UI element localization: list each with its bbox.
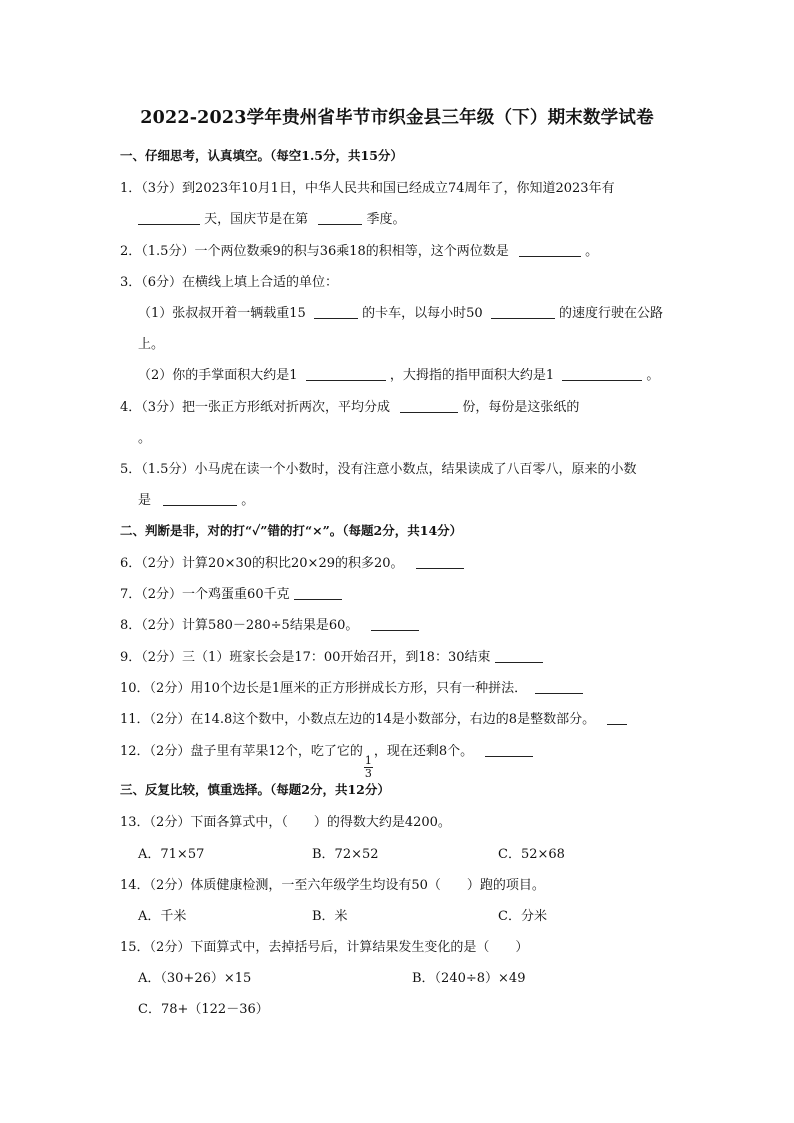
- question-3-part-2-text: （2）你的手掌面积大约是1: [138, 368, 298, 383]
- question-4-end: 。: [138, 431, 152, 446]
- question-4-text: 4．（3分）把一张正方形纸对折两次，平均分成: [120, 400, 391, 415]
- section-true-false-heading: 二、判断是非，对的打“✓”错的打“×”。（每题2分，共14分）: [120, 523, 463, 538]
- question-13-option-b[interactable]: B．72×52: [312, 847, 379, 862]
- question-4: [120, 396, 579, 415]
- fraction-denominator: 3: [364, 767, 372, 780]
- question-15-option-c[interactable]: C．78+（122－36）: [138, 1002, 269, 1017]
- question-15: [120, 936, 528, 955]
- answer-blank[interactable]: [318, 211, 362, 225]
- answer-blank[interactable]: [294, 586, 342, 600]
- answer-blank[interactable]: [607, 711, 627, 725]
- question-7: [120, 583, 342, 602]
- question-10: [120, 677, 583, 696]
- question-3-part-1-text: （1）张叔叔开着一辆载重15: [138, 306, 306, 321]
- question-14-text: 14．（2分）体质健康检测，一至六年级学生均设有50（ ）跑的项目。: [120, 878, 545, 893]
- answer-blank[interactable]: [371, 617, 419, 631]
- question-1-line-2: [138, 208, 405, 227]
- question-1-text-2: 天，国庆节是在第: [204, 212, 309, 227]
- question-2-end: 。: [585, 244, 599, 259]
- question-9: [120, 646, 543, 665]
- question-6: [120, 552, 464, 571]
- question-11-text: 11．（2分）在14.8这个数中，小数点左边的14是小数部分，右边的8是整数部分。: [120, 712, 596, 727]
- question-14-option-a[interactable]: A．千米: [138, 909, 187, 924]
- question-13-text: 13．（2分）下面各算式中，（ ）的得数大约是4200。: [120, 815, 451, 830]
- answer-blank[interactable]: [306, 367, 386, 381]
- answer-blank[interactable]: [519, 243, 581, 257]
- question-3-text: 3．（6分）在横线上填上合适的单位：: [120, 275, 339, 290]
- fraction-one-third: [364, 755, 373, 780]
- exam-title: 2022-2023学年贵州省毕节市织金县三年级（下）期末数学试卷: [140, 108, 654, 128]
- question-5: [120, 458, 636, 477]
- question-3-part-1-text-4: 上。: [138, 337, 165, 352]
- answer-blank[interactable]: [562, 367, 642, 381]
- answer-blank[interactable]: [400, 399, 458, 413]
- answer-blank[interactable]: [491, 305, 555, 319]
- question-3-part-2: [138, 364, 659, 383]
- question-7-text: 7．（2分）一个鸡蛋重60千克: [120, 587, 290, 602]
- answer-blank[interactable]: [495, 649, 543, 663]
- question-3: [120, 271, 338, 290]
- question-2: [120, 240, 598, 259]
- question-3-part-1-text-3: 的速度行驶在公路: [558, 306, 663, 321]
- question-2-text: 2．（1.5分）一个两位数乘9的积与36乘18的积相等，这个两位数是: [120, 244, 509, 259]
- question-3-part-1: [138, 302, 663, 321]
- question-9-text: 9．（2分）三（1）班家长会是17：00开始召开，到18：30结束: [120, 650, 491, 665]
- question-14-option-c[interactable]: C．分米: [498, 909, 547, 924]
- answer-blank[interactable]: [416, 555, 464, 569]
- question-5-text-2: 是: [138, 493, 152, 508]
- answer-blank[interactable]: [163, 492, 237, 506]
- question-12-text-2: ，现在还剩8个。: [373, 744, 474, 759]
- question-5-text: 5．（1.5分）小马虎在读一个小数时，没有注意小数点，结果读成了八百零八，原来的小数: [120, 462, 637, 477]
- question-1-line-1: [120, 177, 615, 196]
- question-12-text: 12．（2分）盘子里有苹果12个，吃了它的: [120, 744, 363, 759]
- question-14-option-b[interactable]: B．米: [312, 909, 348, 924]
- question-6-text: 6．（2分）计算20×30的积比20×29的积多20。: [120, 556, 404, 571]
- question-3-part-2-end: 。: [646, 368, 660, 383]
- question-3-part-2-text-2: ，大拇指的指甲面积大约是1: [389, 368, 555, 383]
- question-8: [120, 614, 419, 633]
- question-4-cont: [138, 427, 151, 446]
- question-15-option-b[interactable]: B．（240÷8）×49: [412, 971, 526, 986]
- answer-blank[interactable]: [485, 743, 533, 757]
- question-1-text: 1．（3分）到2023年10月1日，中华人民共和国已经成立74周年了，你知道2023年有: [120, 181, 615, 196]
- question-14: [120, 874, 545, 893]
- question-11: [120, 708, 627, 727]
- question-13-option-a[interactable]: A．71×57: [138, 847, 205, 862]
- fraction-numerator: 1: [364, 754, 372, 767]
- question-1-text-3: 季度。: [366, 212, 406, 227]
- question-3-part-1-text-2: 的卡车，以每小时50: [362, 306, 483, 321]
- question-13-option-c[interactable]: C．52×68: [498, 847, 565, 862]
- question-10-text: 10．（2分）用10个边长是1厘米的正方形拼成长方形，只有一种拼法．: [120, 681, 528, 696]
- question-5-end: 。: [241, 493, 255, 508]
- question-12: [120, 740, 533, 780]
- answer-blank[interactable]: [138, 211, 200, 225]
- question-15-text: 15．（2分）下面算式中，去掉括号后，计算结果发生变化的是（ ）: [120, 940, 529, 955]
- answer-blank[interactable]: [535, 680, 583, 694]
- section-multiple-choice-heading: 三、反复比较，慎重选择。（每题2分，共12分）: [120, 782, 390, 797]
- question-8-text: 8．（2分）计算580－280÷5结果是60。: [120, 618, 359, 633]
- question-3-part-1-cont: [138, 333, 164, 352]
- question-15-option-a[interactable]: A．（30+26）×15: [138, 971, 252, 986]
- answer-blank[interactable]: [314, 305, 358, 319]
- question-13: [120, 811, 451, 830]
- section-fill-blank-heading: 一、仔细思考，认真填空。（每空1.5分，共15分）: [120, 148, 403, 163]
- question-4-text-2: 份，每份是这张纸的: [462, 400, 580, 415]
- question-5-cont: [138, 489, 254, 508]
